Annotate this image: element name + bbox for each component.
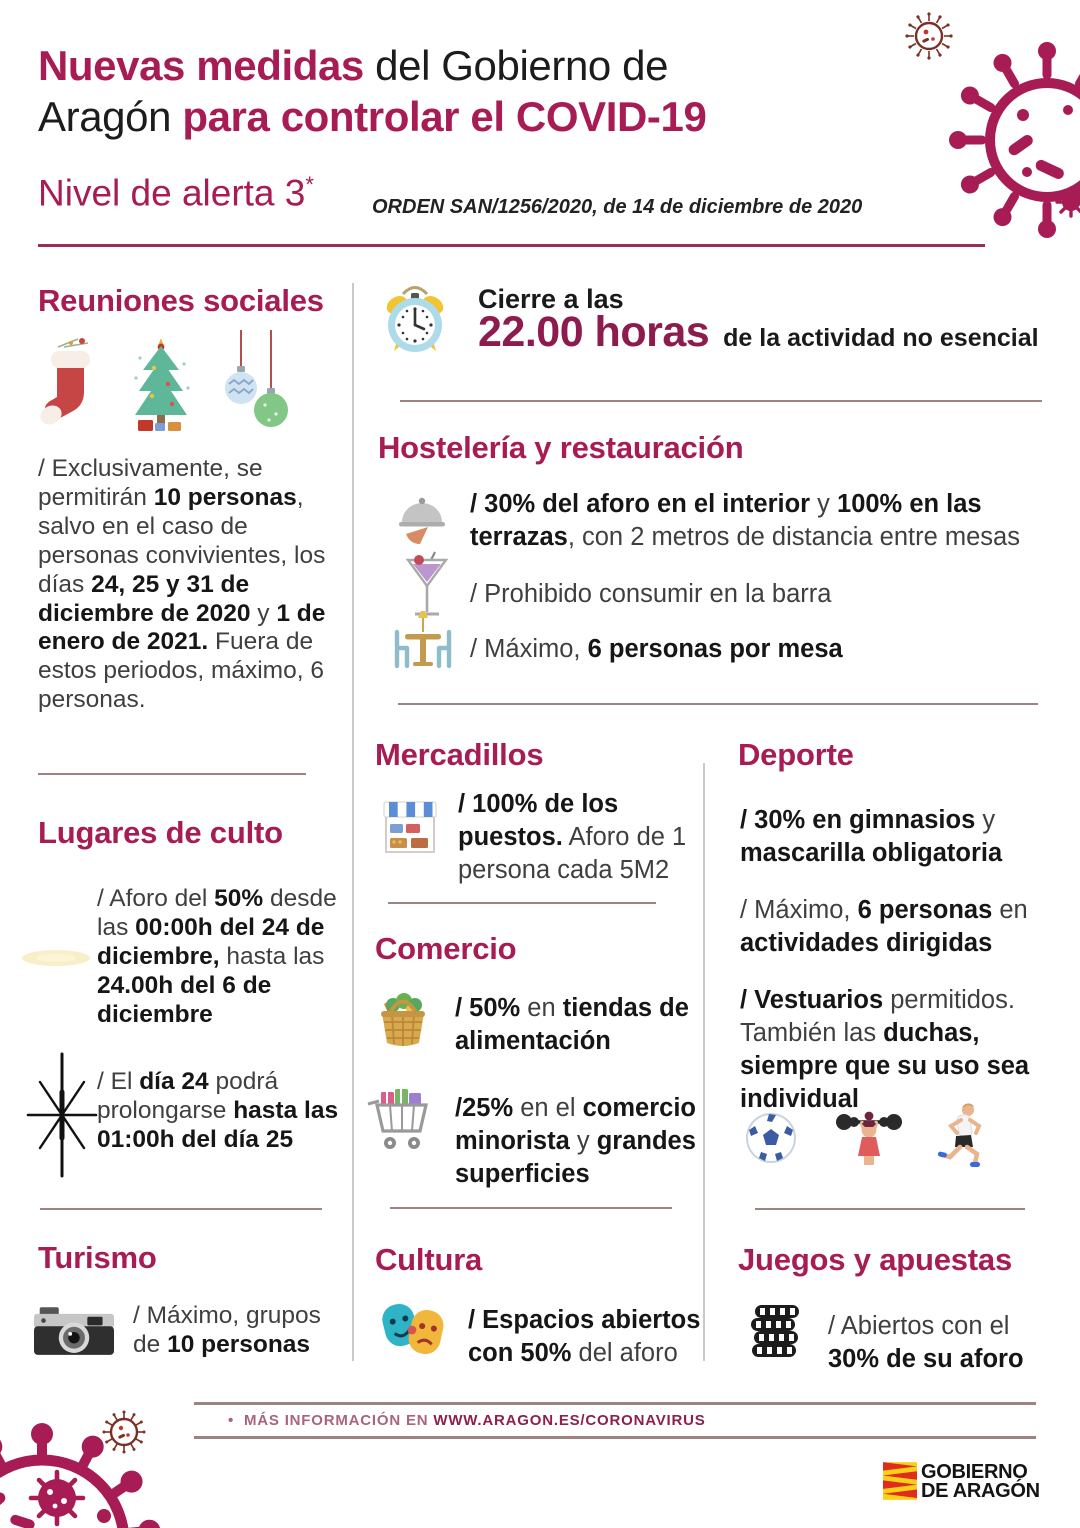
deporte-item: / Máximo, 6 personas en actividades dirigidas	[740, 896, 1028, 958]
virus-icon	[0, 1402, 217, 1528]
aragon-flag-icon	[883, 1462, 917, 1505]
footer-info	[228, 1412, 706, 1429]
section-title-cultura: Cultura	[375, 1242, 483, 1277]
section-title-reuniones: Reuniones sociales	[38, 283, 324, 318]
reuniones-body: / Exclusivamente, se permitirán 10 personas, salvo en el caso de personas convivientes, los días 24, 25 y 31 de diciembre de 2020 y 1 de enero de 2021. Fuera de estos periodos, máximo, 6 personas.	[38, 455, 326, 714]
shopping-cart-icon	[366, 1088, 434, 1159]
hosteleria-item: / Prohibido consumir en la barra	[470, 580, 832, 608]
runner-icon	[938, 1102, 988, 1177]
section-title-mercadillos: Mercadillos	[375, 737, 544, 772]
footer-info-prefix: MÁS INFORMACIÓN EN	[244, 1412, 434, 1429]
footer-info-url: WWW.ARAGON.ES/CORONAVIRUS	[433, 1412, 706, 1429]
comercio-item: / 50% en tiendas de alimentación	[455, 994, 689, 1056]
divider	[398, 703, 1038, 705]
bethlehem-star-icon	[24, 1052, 100, 1183]
section-title-deporte: Deporte	[738, 737, 854, 772]
section-title-culto: Lugares de culto	[38, 815, 283, 850]
footer-rule-bottom	[194, 1436, 1036, 1439]
stocking-icon	[38, 333, 100, 440]
mercadillos-item: / 100% de los puestos. Aforo de 1 persona cada 5M2	[458, 790, 687, 885]
hosteleria-item: / Máximo, 6 personas por mesa	[470, 635, 843, 663]
hosteleria-item: / 30% del aforo en el interior y 100% en las terrazas, con 2 metros de distancia entre mesas	[470, 490, 1020, 552]
divider	[40, 1208, 322, 1210]
page-title	[38, 40, 938, 142]
column-divider	[703, 763, 705, 1361]
closure-prefix: Cierre a las	[478, 284, 624, 314]
divider	[755, 1208, 1025, 1210]
virus-icon	[935, 12, 1080, 257]
table-chairs-icon	[390, 608, 456, 677]
title-plain-1: del Gobierno de	[363, 42, 669, 89]
section-title-comercio: Comercio	[375, 931, 517, 966]
section-title-hosteleria: Hostelería y restauración	[378, 430, 744, 465]
divider	[400, 400, 1042, 402]
title-accent-1: Nuevas medidas	[38, 42, 364, 89]
government-logo	[921, 1463, 1040, 1501]
closure-suffix: de la actividad no esencial	[723, 324, 1039, 352]
comercio-item: /25% en el comercio minorista y grandes superficies	[455, 1094, 696, 1189]
juegos-item: / Abiertos con el 30% de su aforo	[828, 1312, 1024, 1374]
section-title-juegos: Juegos y apuestas	[738, 1242, 1012, 1277]
culto-item: / El día 24 podrá prolongarse hasta las 01:00h del día 25	[97, 1068, 339, 1153]
bullet: •	[228, 1412, 235, 1429]
alarm-clock-icon	[382, 279, 448, 366]
divider	[390, 1207, 672, 1209]
divider	[38, 773, 306, 775]
camera-icon	[34, 1304, 114, 1365]
closure-time: 22.00 horas	[478, 308, 710, 356]
baubles-icon	[224, 330, 290, 439]
soccer-ball-icon	[745, 1112, 797, 1169]
deporte-item: / 30% en gimnasios y mascarilla obligatoria	[740, 806, 1003, 868]
christmas-tree-icon	[128, 332, 194, 440]
logo-line-2: DE ARAGÓN	[921, 1480, 1040, 1502]
serving-dish-icon	[396, 490, 448, 553]
alert-level	[38, 172, 314, 214]
deporte-item: / Vestuarios permitidos. También las duchas, siempre que su uso sea individual	[740, 986, 1030, 1114]
poker-chips-icon	[748, 1300, 800, 1365]
alert-level-text: Nivel de alerta 3	[38, 172, 306, 214]
culto-item: / Aforo del 50% desde las 00:00h del 24 de diciembre, hasta las 24.00h del 6 de diciembre	[97, 885, 337, 1028]
title-accent-2: para controlar el COVID-19	[182, 93, 707, 141]
turismo-item: / Máximo, grupos de 10 personas	[133, 1302, 321, 1358]
cultura-item: / Espacios abiertos con 50% del aforo	[468, 1306, 701, 1368]
section-title-turismo: Turismo	[38, 1240, 157, 1275]
order-reference: ORDEN SAN/1256/2020, de 14 de diciembre de 2020	[372, 196, 863, 218]
divider	[388, 902, 656, 904]
grocery-basket-icon	[376, 988, 430, 1055]
title-plain-2: Aragón	[38, 93, 183, 141]
column-divider	[352, 283, 354, 1361]
closure-line	[478, 308, 1039, 357]
weightlifting-icon	[833, 1106, 905, 1177]
footer-rule-top	[194, 1402, 1036, 1405]
alert-asterisk: *	[305, 172, 314, 197]
theater-masks-icon	[376, 1294, 448, 1365]
logo-line-1: GOBIERNO	[921, 1461, 1028, 1483]
header-rule	[38, 244, 985, 247]
market-stall-icon	[382, 798, 438, 861]
candle-glow-icon	[20, 940, 92, 981]
